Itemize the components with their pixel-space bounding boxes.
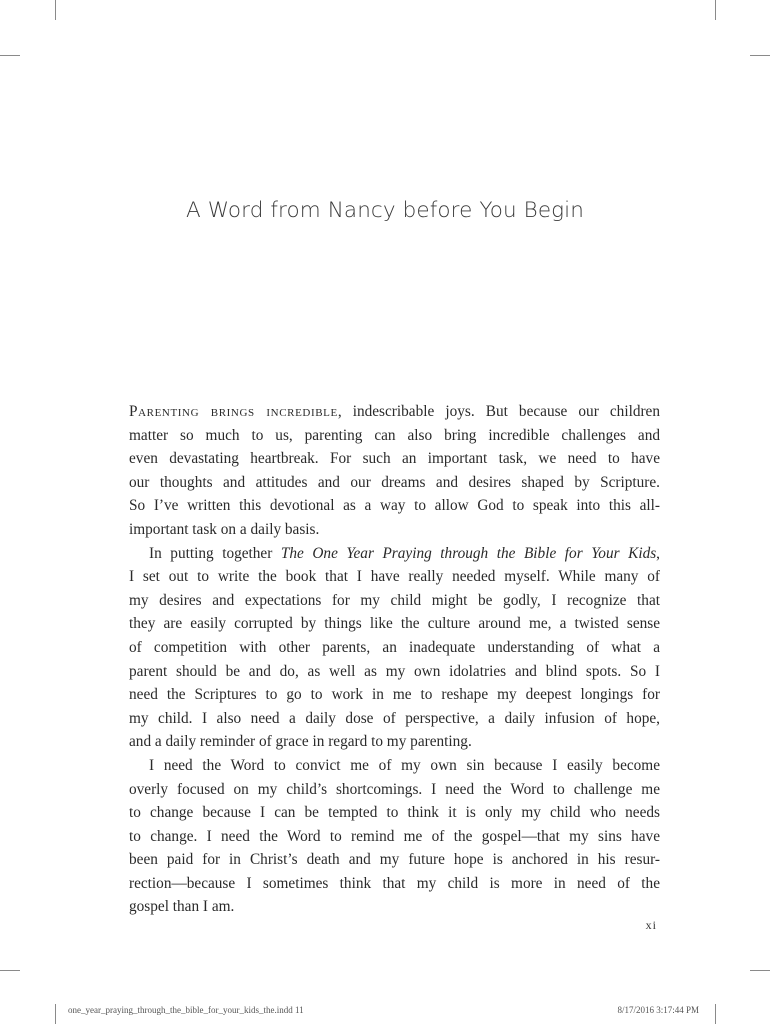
text-line <box>129 778 660 802</box>
text-line <box>129 895 660 919</box>
crop-mark-left-bottom <box>0 970 20 971</box>
crop-mark-top-right <box>715 0 716 20</box>
text-run: need the Scriptures to go to work in me to reshape my deepest longings for <box>129 686 660 704</box>
page-number: xi <box>645 918 657 932</box>
text-run: I set out to write the book that I have really needed myself. While many of <box>129 568 660 586</box>
text-line <box>129 683 660 707</box>
chapter-title: A Word from Nancy before You Begin <box>186 198 584 223</box>
text-run: of competition with other parents, an inadequate understanding of what a <box>129 638 660 656</box>
text-line <box>129 447 660 471</box>
text-run: my child. I also need a daily dose of perspective, a daily infusion of hope, <box>129 709 660 727</box>
text-run: and a daily reminder of grace in regard to my parenting. <box>129 733 472 751</box>
text-run: they are easily corrupted by things like the culture around me, a twisted sense <box>129 615 660 633</box>
text-line <box>129 424 660 448</box>
text-line <box>129 872 660 896</box>
text-line <box>129 636 660 660</box>
paragraph <box>129 754 660 919</box>
text-run: , indescribable joys. But because our children <box>337 403 660 420</box>
text-run: been paid for in Christ’s death and my future hope is anchored in his resur- <box>129 851 660 869</box>
text-line <box>129 801 660 825</box>
text-line <box>129 660 660 684</box>
text-line <box>129 471 660 495</box>
text-run: our thoughts and attitudes and our dreams and desires shaped by Scripture. <box>129 473 660 491</box>
paragraph <box>129 400 660 542</box>
text-run: parent should be and do, as well as my own idolatries and blind spots. So I <box>129 662 660 680</box>
text-line <box>129 542 660 566</box>
text-run: So I’ve written this devotional as a way to allow God to speak into this all- <box>129 497 660 515</box>
slug-filename: one_year_praying_through_the_bible_for_your_kids_the.indd 11 <box>68 1005 304 1015</box>
small-caps-lead: Parenting brings incredible <box>129 403 338 420</box>
text-run: matter so much to us, parenting can also bring incredible challenges and <box>129 426 660 444</box>
text-line <box>129 707 660 731</box>
text-line <box>129 565 660 589</box>
text-run: , <box>656 544 660 562</box>
text-run: to change because I can be tempted to think it is only my child who needs <box>129 804 660 822</box>
text-line <box>129 589 660 613</box>
text-run: important task on a daily basis. <box>129 520 320 538</box>
body-text <box>129 400 660 919</box>
text-line <box>129 518 660 542</box>
text-run: I need the Word to convict me of my own sin because I easily become <box>149 756 660 774</box>
text-line <box>129 612 660 636</box>
text-line <box>129 754 660 778</box>
text-run: gospel than I am. <box>129 898 235 916</box>
crop-mark-left-top <box>0 55 20 56</box>
text-run: even devastating heartbreak. For such an important task, we need to have <box>129 450 660 468</box>
crop-mark-right-bottom <box>750 970 770 971</box>
text-line <box>129 848 660 872</box>
crop-mark-right-top <box>750 55 770 56</box>
text-line <box>129 825 660 849</box>
text-run: my desires and expectations for my child might be godly, I recognize that <box>129 591 660 609</box>
text-line <box>129 730 660 754</box>
text-line <box>129 494 660 518</box>
text-run: In putting together <box>149 544 281 562</box>
crop-mark-bottom-right <box>715 1004 716 1024</box>
text-line <box>129 400 660 424</box>
paragraph <box>129 542 660 754</box>
text-run: to change. I need the Word to remind me of the gospel—that my sins have <box>129 827 660 845</box>
book-title: The One Year Praying through the Bible for Your Kids <box>280 544 657 562</box>
text-run: overly focused on my child’s shortcomings. I need the Word to challenge me <box>129 780 660 798</box>
crop-mark-top-left <box>55 0 56 20</box>
text-run: rection—because I sometimes think that my child is more in need of the <box>129 874 660 892</box>
slug-timestamp: 8/17/2016 3:17:44 PM <box>617 1005 699 1015</box>
crop-mark-bottom-left <box>55 1004 56 1024</box>
